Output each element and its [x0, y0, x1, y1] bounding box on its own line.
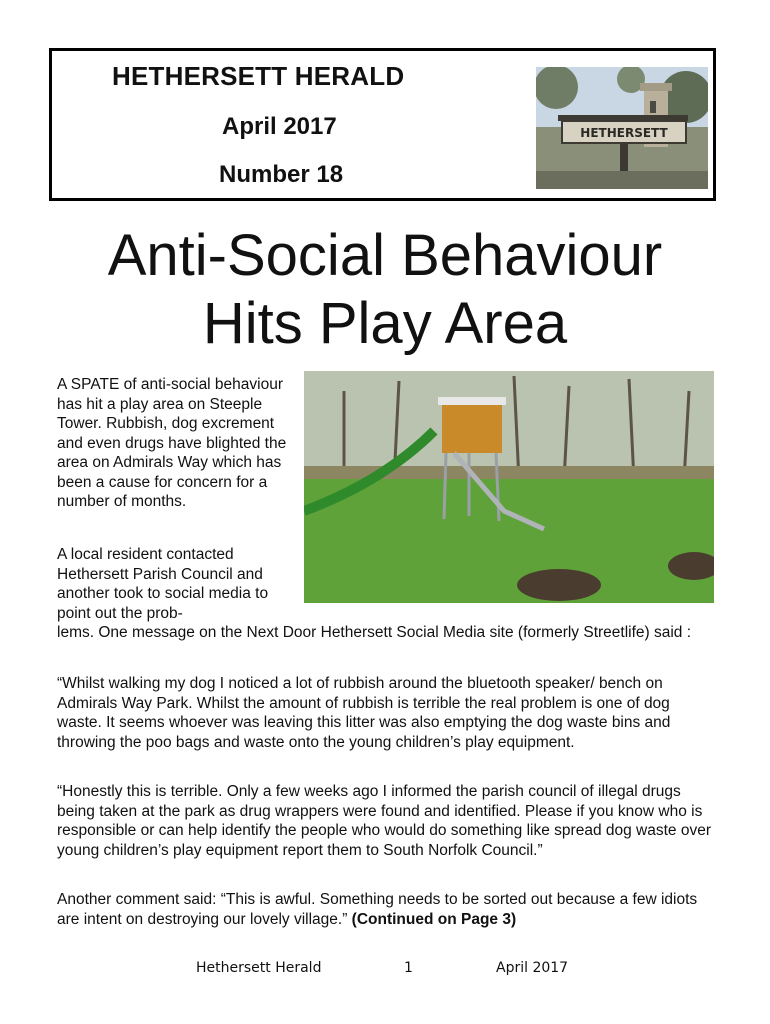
- footer-date: April 2017: [496, 960, 569, 976]
- footer-page-number: 1: [404, 960, 413, 976]
- newsletter-title: HETHERSETT HERALD: [112, 61, 405, 91]
- article-headline: [0, 222, 770, 358]
- paragraph-2-end: lems. One message on the Next Door Hethersett Social Media site (formerly Streetlife) said :: [57, 624, 692, 641]
- final-comment: Another comment said: “This is awful. Something needs to be sorted out because a few idiots are intent on destroying our lovely village.”: [57, 891, 698, 928]
- quote-2: “Honestly this is terrible. Only a few weeks ago I informed the parish council of illegal drugs being taken at the park as drug wrappers were found and identified. Please if you know who is responsible or can help identify the people who would do something like spread dog waste over young children’s play equipment report them to South Norfolk Council.”: [57, 783, 711, 859]
- village-sign-logo: [536, 67, 708, 189]
- footer-publication: Hethersett Herald: [196, 960, 322, 976]
- paragraph-2-start: A local resident contacted Hethersett Parish Council and another took to social media to point out the prob-: [57, 546, 269, 622]
- paragraph-final: [57, 890, 717, 929]
- issue-number: Number 18: [219, 161, 344, 188]
- headline-line-2: Hits Play Area: [202, 291, 568, 356]
- continued-note: (Continued on Page 3): [351, 910, 517, 928]
- issue-date: April 2017: [222, 113, 337, 140]
- logo-sign-text: HETHERSETT: [580, 126, 668, 140]
- play-area-photo: [304, 371, 714, 603]
- masthead: [49, 48, 716, 201]
- quote-1: “Whilst walking my dog I noticed a lot of rubbish around the bluetooth speaker/ bench on Admirals Way Park. Whilst the amount of rubbish is terrible the real problem is one of dog waste. It seems whoever was leaving this litter was also emptying the dog waste bins and throwing the poo bags and waste onto the young children’s play equipment.: [57, 675, 671, 751]
- paragraph-1: A SPATE of anti-social behaviour has hit a play area on Steeple Tower. Rubbish, dog excrement and even drugs have blighted the area on Admirals Way which has been a cause for concern for a number of months.: [57, 376, 287, 510]
- headline-line-1: Anti-Social Behaviour: [107, 223, 663, 288]
